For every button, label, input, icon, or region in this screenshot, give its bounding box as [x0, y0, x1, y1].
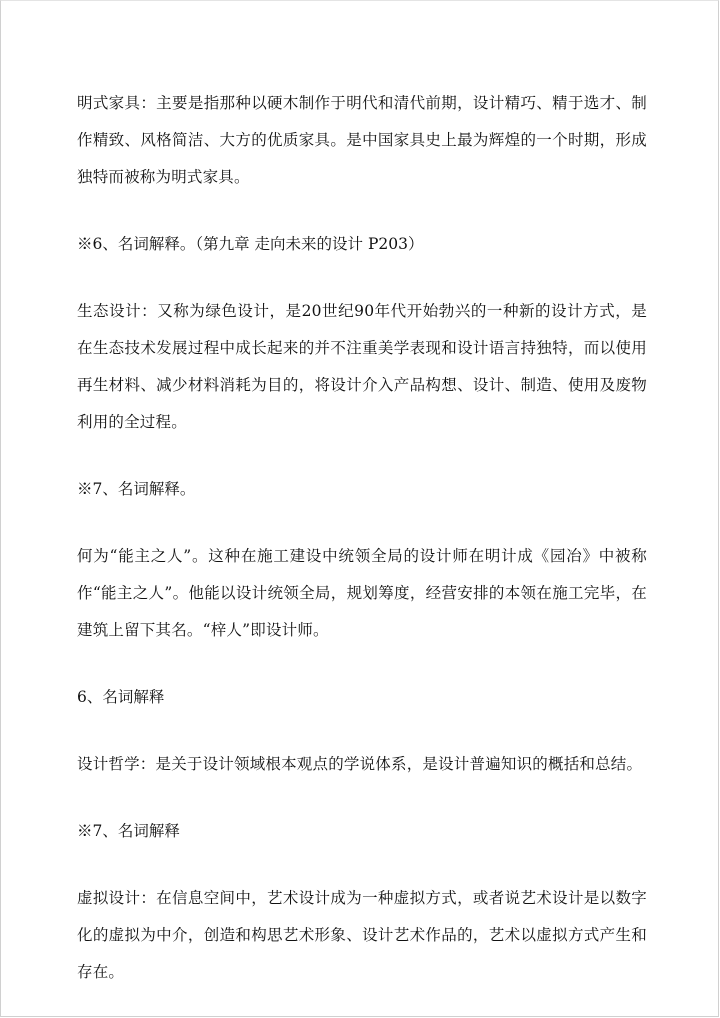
para-design-philosophy: 设计哲学：是关于设计领域根本观点的学说体系，是设计普遍知识的概括和总结。 — [77, 755, 643, 773]
heading-term-7-b: ※7、名词解释 — [77, 822, 180, 840]
para-virtual-design: 虚拟设计：在信息空间中，艺术设计成为一种虚拟方式，或者说艺术设计是以数字化的虚拟为中介，创造和构思艺术形象、设计艺术作品的，艺术以虚拟方式产生和存在。 — [77, 889, 647, 981]
heading-term-6: 6、名词解释 — [77, 688, 165, 706]
para-ming-furniture: 明式家具：主要是指那种以硬木制作于明代和清代前期，设计精巧、精于选才、制作精致、风格简洁、大方的优质家具。是中国家具史上最为辉煌的一个时期，形成独特而被称为明式家具。 — [77, 94, 647, 186]
document-body — [77, 85, 647, 991]
heading-term-7: ※7、名词解释。 — [77, 480, 196, 498]
para-neng-zhu-zhi-ren: 何为“能主之人”。这种在施工建设中统领全局的设计师在明计成《园冶》中被称作“能主之人”。他能以设计统领全局，规划筹度，经营安排的本领在施工完毕，在建筑上留下其名。“梓人”即设计师。 — [77, 547, 647, 639]
para-eco-design: 生态设计：又称为绿色设计，是20世纪90年代开始勃兴的一种新的设计方式，是在生态技术发展过程中成长起来的并不注重美学表现和设计语言持独特，而以使用再生材料、减少材料消耗为目的，将设计介入产品构想、设计、制造、使用及废物利用的全过程。 — [77, 302, 647, 431]
heading-term-6-ch9: ※6、名词解释。（第九章 走向未来的设计 P203） — [77, 235, 424, 253]
